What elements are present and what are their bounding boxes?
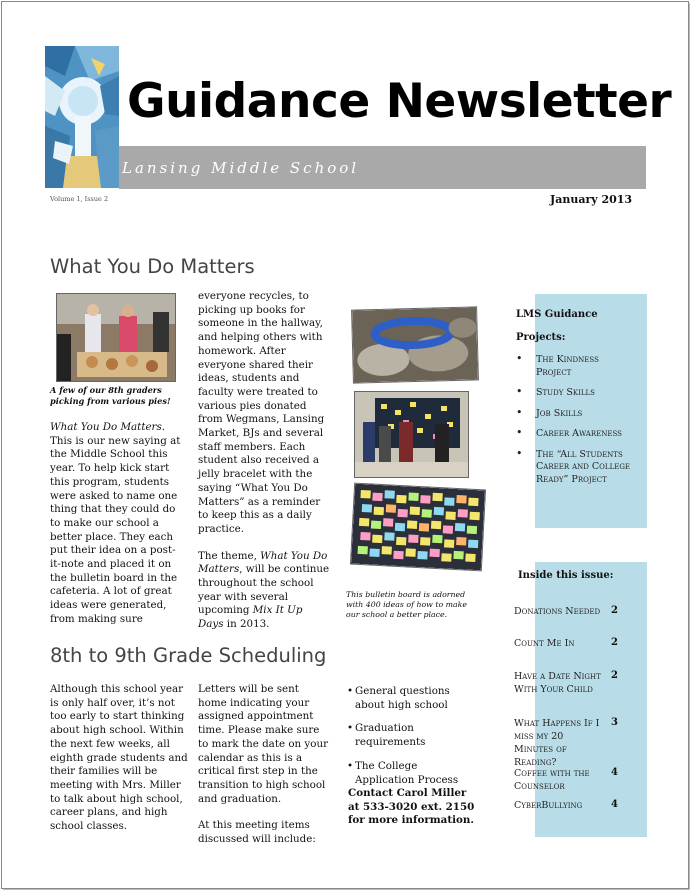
toc-entry-page: 4 xyxy=(611,799,618,810)
article1-column2 xyxy=(198,290,331,632)
article1-column1 xyxy=(50,421,184,627)
toc-entry-name: Have a Date Night With Your Child xyxy=(514,671,601,695)
toc-entry-page: 2 xyxy=(611,605,618,616)
school-logo-artwork xyxy=(45,46,119,188)
project-item: • Job Skills xyxy=(516,408,636,421)
article2-paragraph-1: Although this school year is only half over, it’s not too early to start thinking about high school. Within the next few weeks, all eighth grade students and their families will be meeting with Mrs. Miller to talk about high school, career plans, and high school classes. xyxy=(50,683,188,833)
toc-entry-name: Count Me In xyxy=(514,638,575,649)
toc-entry-name: What Happens If I miss my 20 Minutes of Reading? xyxy=(514,718,600,768)
bulletin-board-caption: This bulletin board is adorned with 400 ideas of how to make our school a better place. xyxy=(346,590,468,619)
toc-entry-name: CyberBullying xyxy=(514,800,583,811)
meeting-topic-item: • The College Application Process xyxy=(347,760,477,787)
contact-info: Contact Carol Miller at 533-3020 ext. 2150 for more information. xyxy=(348,787,475,827)
toc-entry-name: Donations Needed xyxy=(514,606,601,617)
toc-entry-page: 2 xyxy=(611,637,618,648)
projects-sidebar-subtitle: Projects: xyxy=(516,332,566,343)
article-heading-scheduling: 8th to 9th Grade Scheduling xyxy=(50,644,327,667)
students-pies-caption: A few of our 8th graders picking from various pies! xyxy=(50,385,171,406)
meeting-topics-list xyxy=(347,685,477,797)
toc-entry[interactable] xyxy=(514,799,618,812)
project-item: • Career Awareness xyxy=(516,428,636,441)
article2-column1 xyxy=(50,683,188,834)
bracelets-photo xyxy=(351,306,479,383)
article1-intro-paragraph: What You Do Matters. This is our new saying at the Middle School this year. To help kick start this program, students were asked to name one thing that they could do to make our school a better place. They each put their idea on a post-it-note and placed it on the bulletin board in the cafeteria. A lot of great ideas were generated, from making sure xyxy=(50,421,181,625)
article1-paragraph-3: The theme, What You Do Matters, will be continue throughout the school year with several upcoming Mix It Up Days in 2013. xyxy=(198,549,330,631)
project-item: • The “All Students Career and College Ready” Project xyxy=(516,449,636,487)
post-it-board-photo xyxy=(350,483,486,572)
toc-entry-page: 3 xyxy=(611,717,618,728)
students-pies-photo xyxy=(56,293,176,382)
toc-entry-name: Coffee with the Counselor xyxy=(514,768,590,792)
school-name: Lansing Middle School xyxy=(122,159,360,177)
bulletin-board-students-photo xyxy=(354,391,469,478)
toc-entry[interactable] xyxy=(514,637,618,650)
volume-issue: Volume 1, Issue 2 xyxy=(50,195,109,203)
meeting-topic-item: • General questions about high school xyxy=(347,685,477,712)
toc-entry-page: 2 xyxy=(611,670,618,681)
article2-column2 xyxy=(198,683,330,847)
issue-date: January 2013 xyxy=(550,193,633,206)
article2-paragraph-2: Letters will be sent home indicating your assigned appointment time. Please make sure to mark the date on your calendar as this is a critical first step in the transition to high school and graduation. xyxy=(198,683,328,805)
article1-paragraph-2: everyone recycles, to picking up books for someone in the hallway, and helping others with homework. After everyone shared their ideas, students and faculty were treated to various pies donated from Wegmans, Lansing Market, BJs and several staff members. Each student also received a jelly bracelet with the saying “What You Do Matters” as a reminder to keep this as a daily practice. xyxy=(198,290,325,535)
newsletter-page xyxy=(1,1,689,889)
project-item: • Study Skills xyxy=(516,387,636,400)
toc-entry[interactable] xyxy=(514,717,618,769)
projects-sidebar-title: LMS Guidance xyxy=(516,309,598,320)
toc-entry[interactable] xyxy=(514,670,618,696)
article-heading-what-you-do-matters: What You Do Matters xyxy=(50,255,255,278)
projects-list xyxy=(516,354,636,494)
toc-entry-page: 4 xyxy=(611,767,618,778)
newsletter-title: Guidance Newsletter xyxy=(127,74,672,129)
project-item: • The Kindness Project xyxy=(516,354,636,379)
inside-issue-title: Inside this issue: xyxy=(518,570,614,581)
inside-issue-sidebar-bg xyxy=(535,562,647,837)
toc-entry[interactable] xyxy=(514,605,618,618)
toc-entry[interactable] xyxy=(514,767,618,793)
article2-paragraph-3: At this meeting items discussed will include: xyxy=(198,819,316,846)
meeting-topic-item: • Graduation requirements xyxy=(347,722,477,749)
